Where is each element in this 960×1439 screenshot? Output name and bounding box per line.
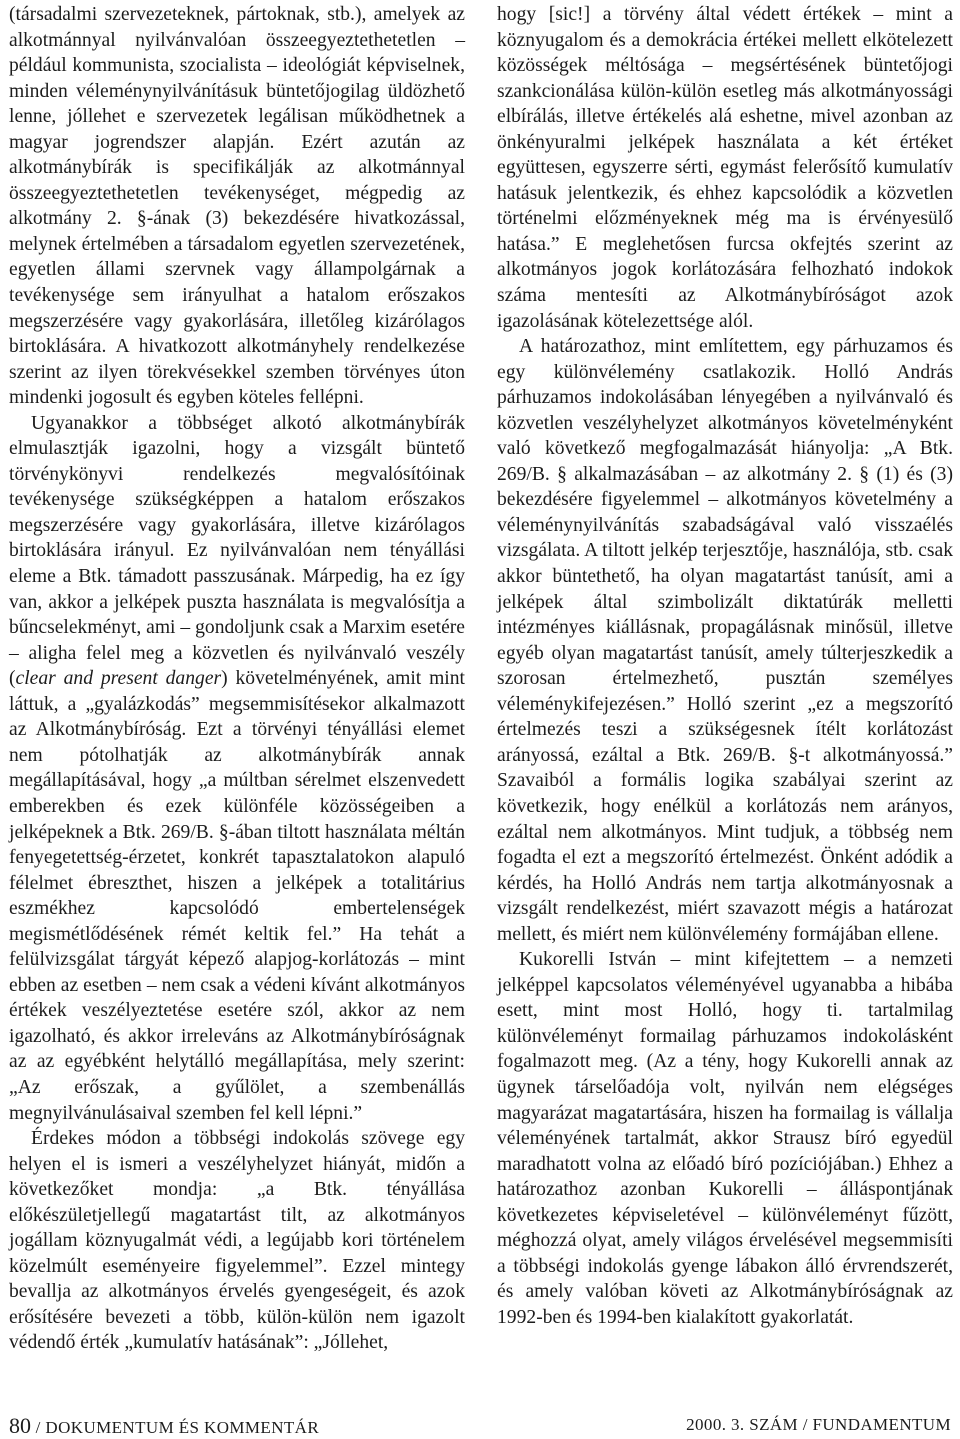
right-paragraph-1: hogy [sic!] a törvény által védett értékek – mint a köznyugalom és a demokrácia értékei mellett elkötelezett közösségek méltósága – megsértésének büntetőjogi szankcionálása külön-külön esetleg más alkotmányossági elbírálás, illetve értékelés alá eshetne, mivel azonban az önkényuralmi jelképek használata a két értéket együttesen, egyszerre sérti, egymást felerősítő kumulatív hatásuk jelentkezik, és ehhez kapcsolódik a közvetlen történelmi előzményeknek még ma is érvényesülő hatása.” E meglehetősen furcsa okfejtés szerint az alkotmányos jogok korlátozására felhozható indokok száma mentesíti az Alkotmánybíróságot azok igazolásának kötelezettsége alól. — [497, 4, 953, 332]
right-paragraph-3: Kukorelli István – mint kifejtettem – a nemzeti jelképpel kapcsolatos véleményével ugyanabba a hibába esett, mint most Holló, hogy ti. tartalmilag különvéleményt formailag párhuzamos indokolásként fogalmazott meg. (Az a tény, hogy Kukorelli annak az ügynek társelőadója volt, nyilván nem elégséges magyarázat magatartására, hiszen ha formailag is vállalja véleményének tartalmát, akkor Strausz bíró egyedül maradhatott volna az előadó bíró pozíciójában.) Ehhez a határozathoz azonban Kukorelli – álláspontjának következetes képviseletével – különvéleményt fűzött, méghozzá olyat, amely világos érvelésével megsemmisíti a többségi indokolás gyenge lábakon álló érvrendszerét, és amely valóban követi az Alkotmánybíróságnak az 1992-ben és 1994-ben kialakított gyakorlatát. — [497, 949, 953, 1328]
left-column — [9, 2, 465, 1356]
footer-left — [9, 1413, 319, 1439]
left-paragraph-2-part-2: ) követelményének, amit mint láttuk, a „gyalázkodás” megsemmisítésekor alkalmazott az Alkotmánybíróság. Ezt a törvényi tényállási elemet nem pótolhatják az alkotmánybírák annak megállapításával, hogy „a múltban sérelmet elszenvedett emberekben és ezek különféle közösségeiben a jelképeknek a Btk. 269/B. §-ában tiltott használata méltán fenyegetettség-érzetet, konkrét tapasztalatokon alapuló félelmet ébreszthet, hiszen a jelképek a totalitárius eszmékhez kapcsolódó embertelenségek megismétlődésének rémét keltik fel.” Ha tehát a felülvizsgálat tárgyát képező alapjog-korlátozás – mint ebben az esetben – nem csak a védeni kívánt alkotmányos értékek veszélyeztetése esetére szól, akkor az nem igazolható, és akkor irreleváns az Alkotmánybíróságnak az az egyébként helytálló megállapítása, mely szerint: „Az erőszak, a gyűlölet, a szembenállás megnyilvánulásaival szemben fel kell lépni.” — [9, 668, 465, 1124]
left-paragraph-2-part-1: Ugyanakkor a többséget alkotó alkotmánybírák elmulasztják igazolni, hogy a vizsgált büntető törvénykönyvi rendelkezés megvalósítóinak tevékenysége szükségképpen a hatalom erőszakos megszerzésére vagy gyakorlására, illetve kizárólagos birtoklására irányul. Ez nyilvánvalóan nem tényállási eleme a Btk. támadott passzusának. Márpedig, ha ez így van, akkor a jelképek puszta használata is megvalósítja a bűncselekményt, ami – gondoljunk csak a Marxim esetére – aligha felel meg a közvetlen és nyilvánvaló veszély ( — [9, 412, 465, 690]
footer-issue: 2000. 3. SZÁM / FUNDAMENTUM — [686, 1415, 951, 1434]
page-footer — [0, 1413, 960, 1438]
left-paragraph-2 — [9, 411, 465, 1126]
italic-phrase: clear and present danger — [15, 668, 222, 690]
footer-section-title: / DOKUMENTUM ÉS KOMMENTÁR — [31, 1418, 320, 1437]
page-number: 80 — [9, 1413, 31, 1438]
right-paragraph-2: A határozathoz, mint említettem, egy párhuzamos és egy különvélemény csatlakozik. Holló András párhuzamos indokolásában lényegében a nyilvánvaló és közvetlen veszélyhelyzet alkotmányos követelményként való következő megfogalmazását hiányolja: „A Btk. 269/B. § alkalmazásában – az alkotmány 2. § (1) és (3) bekezdésére figyelemmel – alkotmányos követelmény a véleménynyilvánítás szabadságával való visszaélés vizsgálata. A tiltott jelkép terjesztője, használója, stb. csak akkor büntethető, ha olyan magatartást tanúsít, ami a jelképek által szimbolizált diktatúrák melletti intézményes kiállásnak, propagálásnak minősül, illetve egyéb olyan magatartást tanúsít, amely túlterjeszkedik a szorosan értelmezhető, pusztán személyes véleménykifejezésen.” Holló szerint „ez a megszorító értelmezés teszi a szükségesnek ítélt korlátozást arányossá, ezáltal a Btk. 269/B. §-t alkotmányossá.” Szavaiból a formális logika szabályai szerint az következik, hogy enélkül a korlátozás nem arányos, ezáltal nem alkotmányos. Mint tudjuk, a többség nem fogadta el ezt a megszorító értelmezést. Önként adódik a kérdés, ha Holló András nem tartja alkotmányosnak a vizsgált rendelkezést, miért szavazott mégis a határozat mellett, és miért nem különvélemény formájában ellene. — [497, 336, 953, 945]
left-paragraph-1: (társadalmi szervezeteknek, pártoknak, stb.), amelyek az alkotmánnyal nyilvánvalóan összeegyeztethetetlen – például kommunista, szocialista – ideológiát képviselnek, minden véleménynyilvánításuk büntetőjogilag üldözhető lenne, jóllehet e szervezetek legálisan működhetnek a magyar jogrendszer alapján. Ezért azután az alkotmánybírák is specifikálják az alkotmánnyal összeegyeztethetetlen tevékenységet, mégpedig az alkotmány 2. §-ának (3) bekezdésére hivatkozással, melynek értelmében a társadalom egyetlen szervezetének, egyetlen állami szervnek vagy állampolgárnak a tevékenysége sem irányulhat a hatalom erőszakos megszerzésére vagy gyakorlására, illetőleg kizárólagos birtoklására. A hivatkozott alkotmányhely rendelkezése szerint az ilyen törekvésekkel szemben törvényes úton mindenki jogosult és egyben köteles fellépni. — [9, 4, 465, 409]
left-paragraph-3: Érdekes módon a többségi indokolás szövege egy helyen el is ismeri a veszélyhelyzet hiányát, midőn a következőket mondja: „a Btk. tényállása előkészületjellegű magatartást tilt, az alkotmányos jogállam köznyugalmát védi, a legújabb kori történelem közelmúlt eseményeire figyelemmel”. Ezzel mintegy bevallja az alkotmányos érvelés gyengeségeit, és azok erősítésére bevezeti a több, külön-külön nem igazolt védendő érték „kumulatív hatásának”: „Jóllehet, — [9, 1128, 465, 1354]
right-column — [497, 2, 953, 1330]
